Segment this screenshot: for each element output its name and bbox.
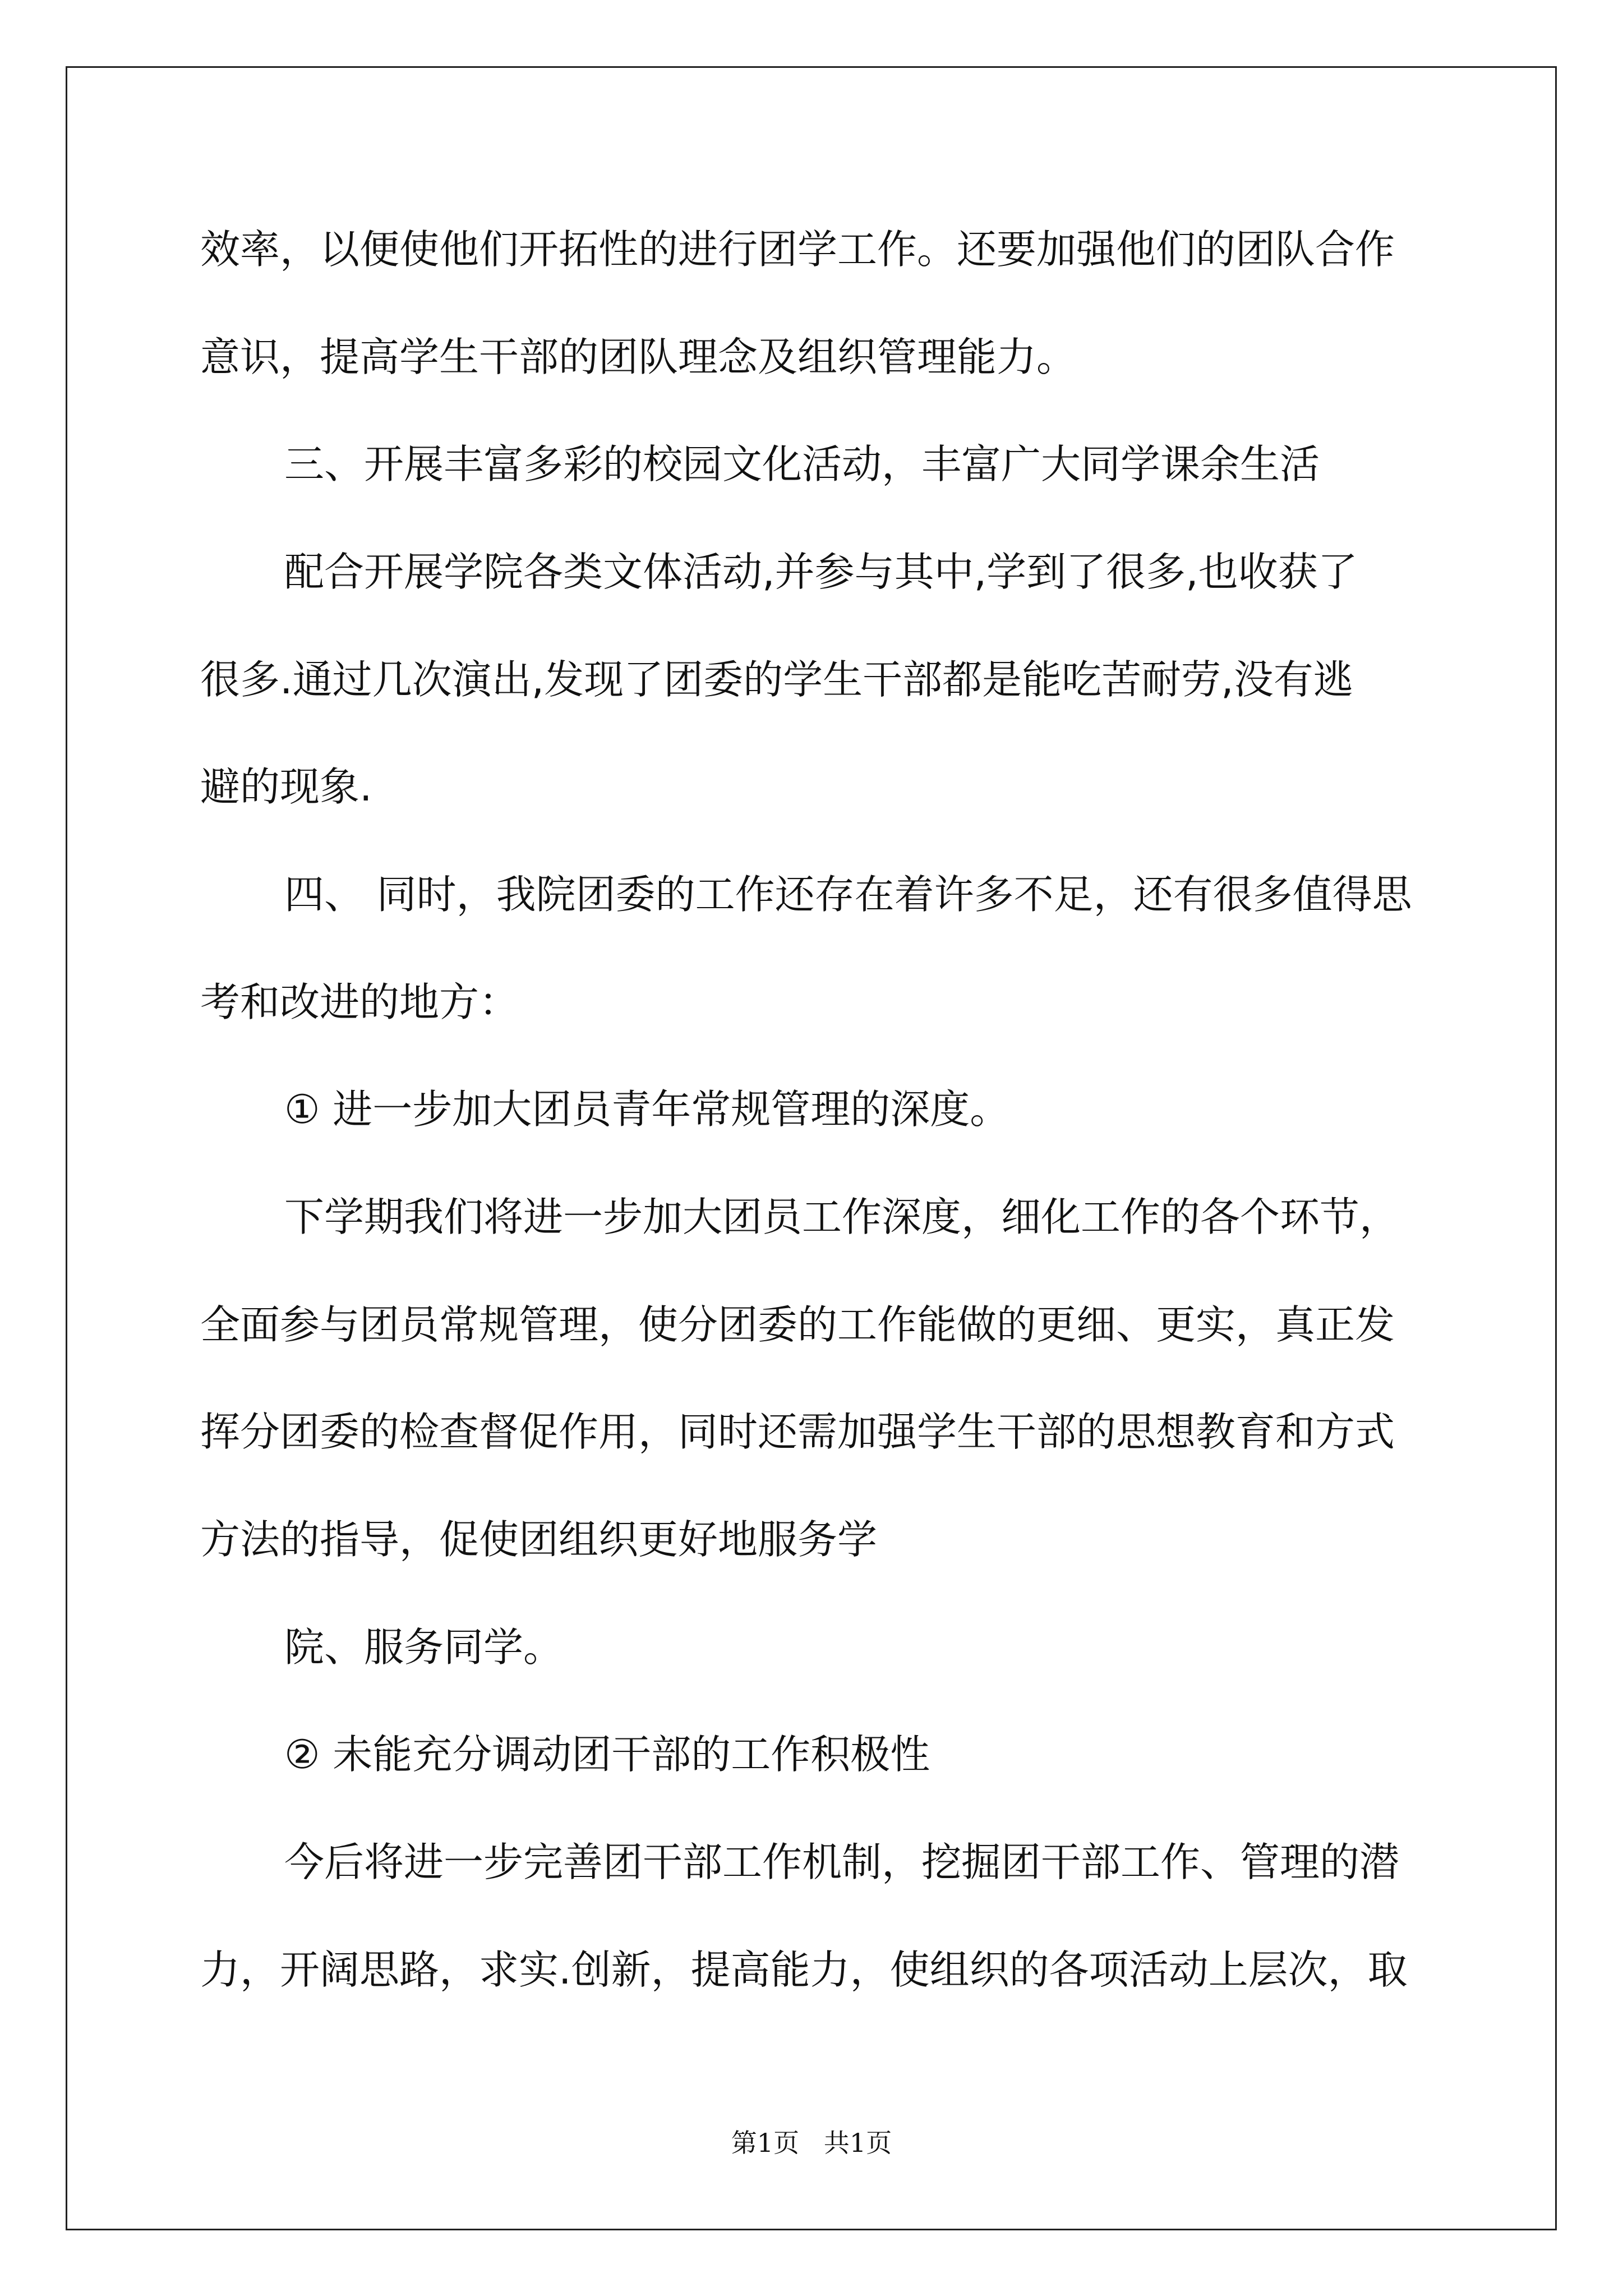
body-line-17: 力，开阔思路，求实.创新，提高能力，使组织的各项活动上层次，取	[200, 1947, 1408, 1993]
body-line-12: 挥分团委的检查督促作用，同时还需加强学生干部的思想教育和方式	[200, 1409, 1395, 1455]
body-line-16: 今后将进一步完善团干部工作机制，挖掘团干部工作、管理的潜	[284, 1839, 1400, 1885]
page-number-footer: 第1页 共1页	[731, 2128, 892, 2158]
body-line-6: 避的现象.	[200, 763, 372, 810]
body-line-1: 效率，以便使他们开拓性的进行团学工作。还要加强他们的团队合作	[200, 226, 1395, 273]
body-line-11: 全面参与团员常规管理，使分团委的工作能做的更细、更实，真正发	[200, 1301, 1395, 1348]
body-line-10: 下学期我们将进一步加大团员工作深度，细化工作的各个环节，	[284, 1194, 1400, 1240]
body-line-14: 院、服务同学。	[284, 1624, 564, 1671]
body-line-5: 很多.通过几次演出,发现了团委的学生干部都是能吃苦耐劳,没有逃	[200, 656, 1353, 703]
body-line-8: 考和改进的地方：	[200, 979, 519, 1025]
section-heading-3: 三、开展丰富多彩的校园文化活动，丰富广大同学课余生活	[284, 441, 1320, 487]
body-line-13: 方法的指导，促使团组织更好地服务学	[200, 1516, 878, 1563]
list-item-2: ② 未能充分调动团干部的工作积极性	[284, 1731, 930, 1778]
body-line-4: 配合开展学院各类文体活动,并参与其中,学到了很多,也收获了	[284, 549, 1358, 595]
list-item-1: ① 进一步加大团员青年常规管理的深度。	[284, 1086, 1010, 1133]
section-heading-4: 四、 同时，我院团委的工作还存在着许多不足，还有很多值得思	[284, 871, 1412, 918]
body-line-2: 意识，提高学生干部的团队理念及组织管理能力。	[200, 334, 1077, 380]
page-border	[66, 66, 1557, 2230]
